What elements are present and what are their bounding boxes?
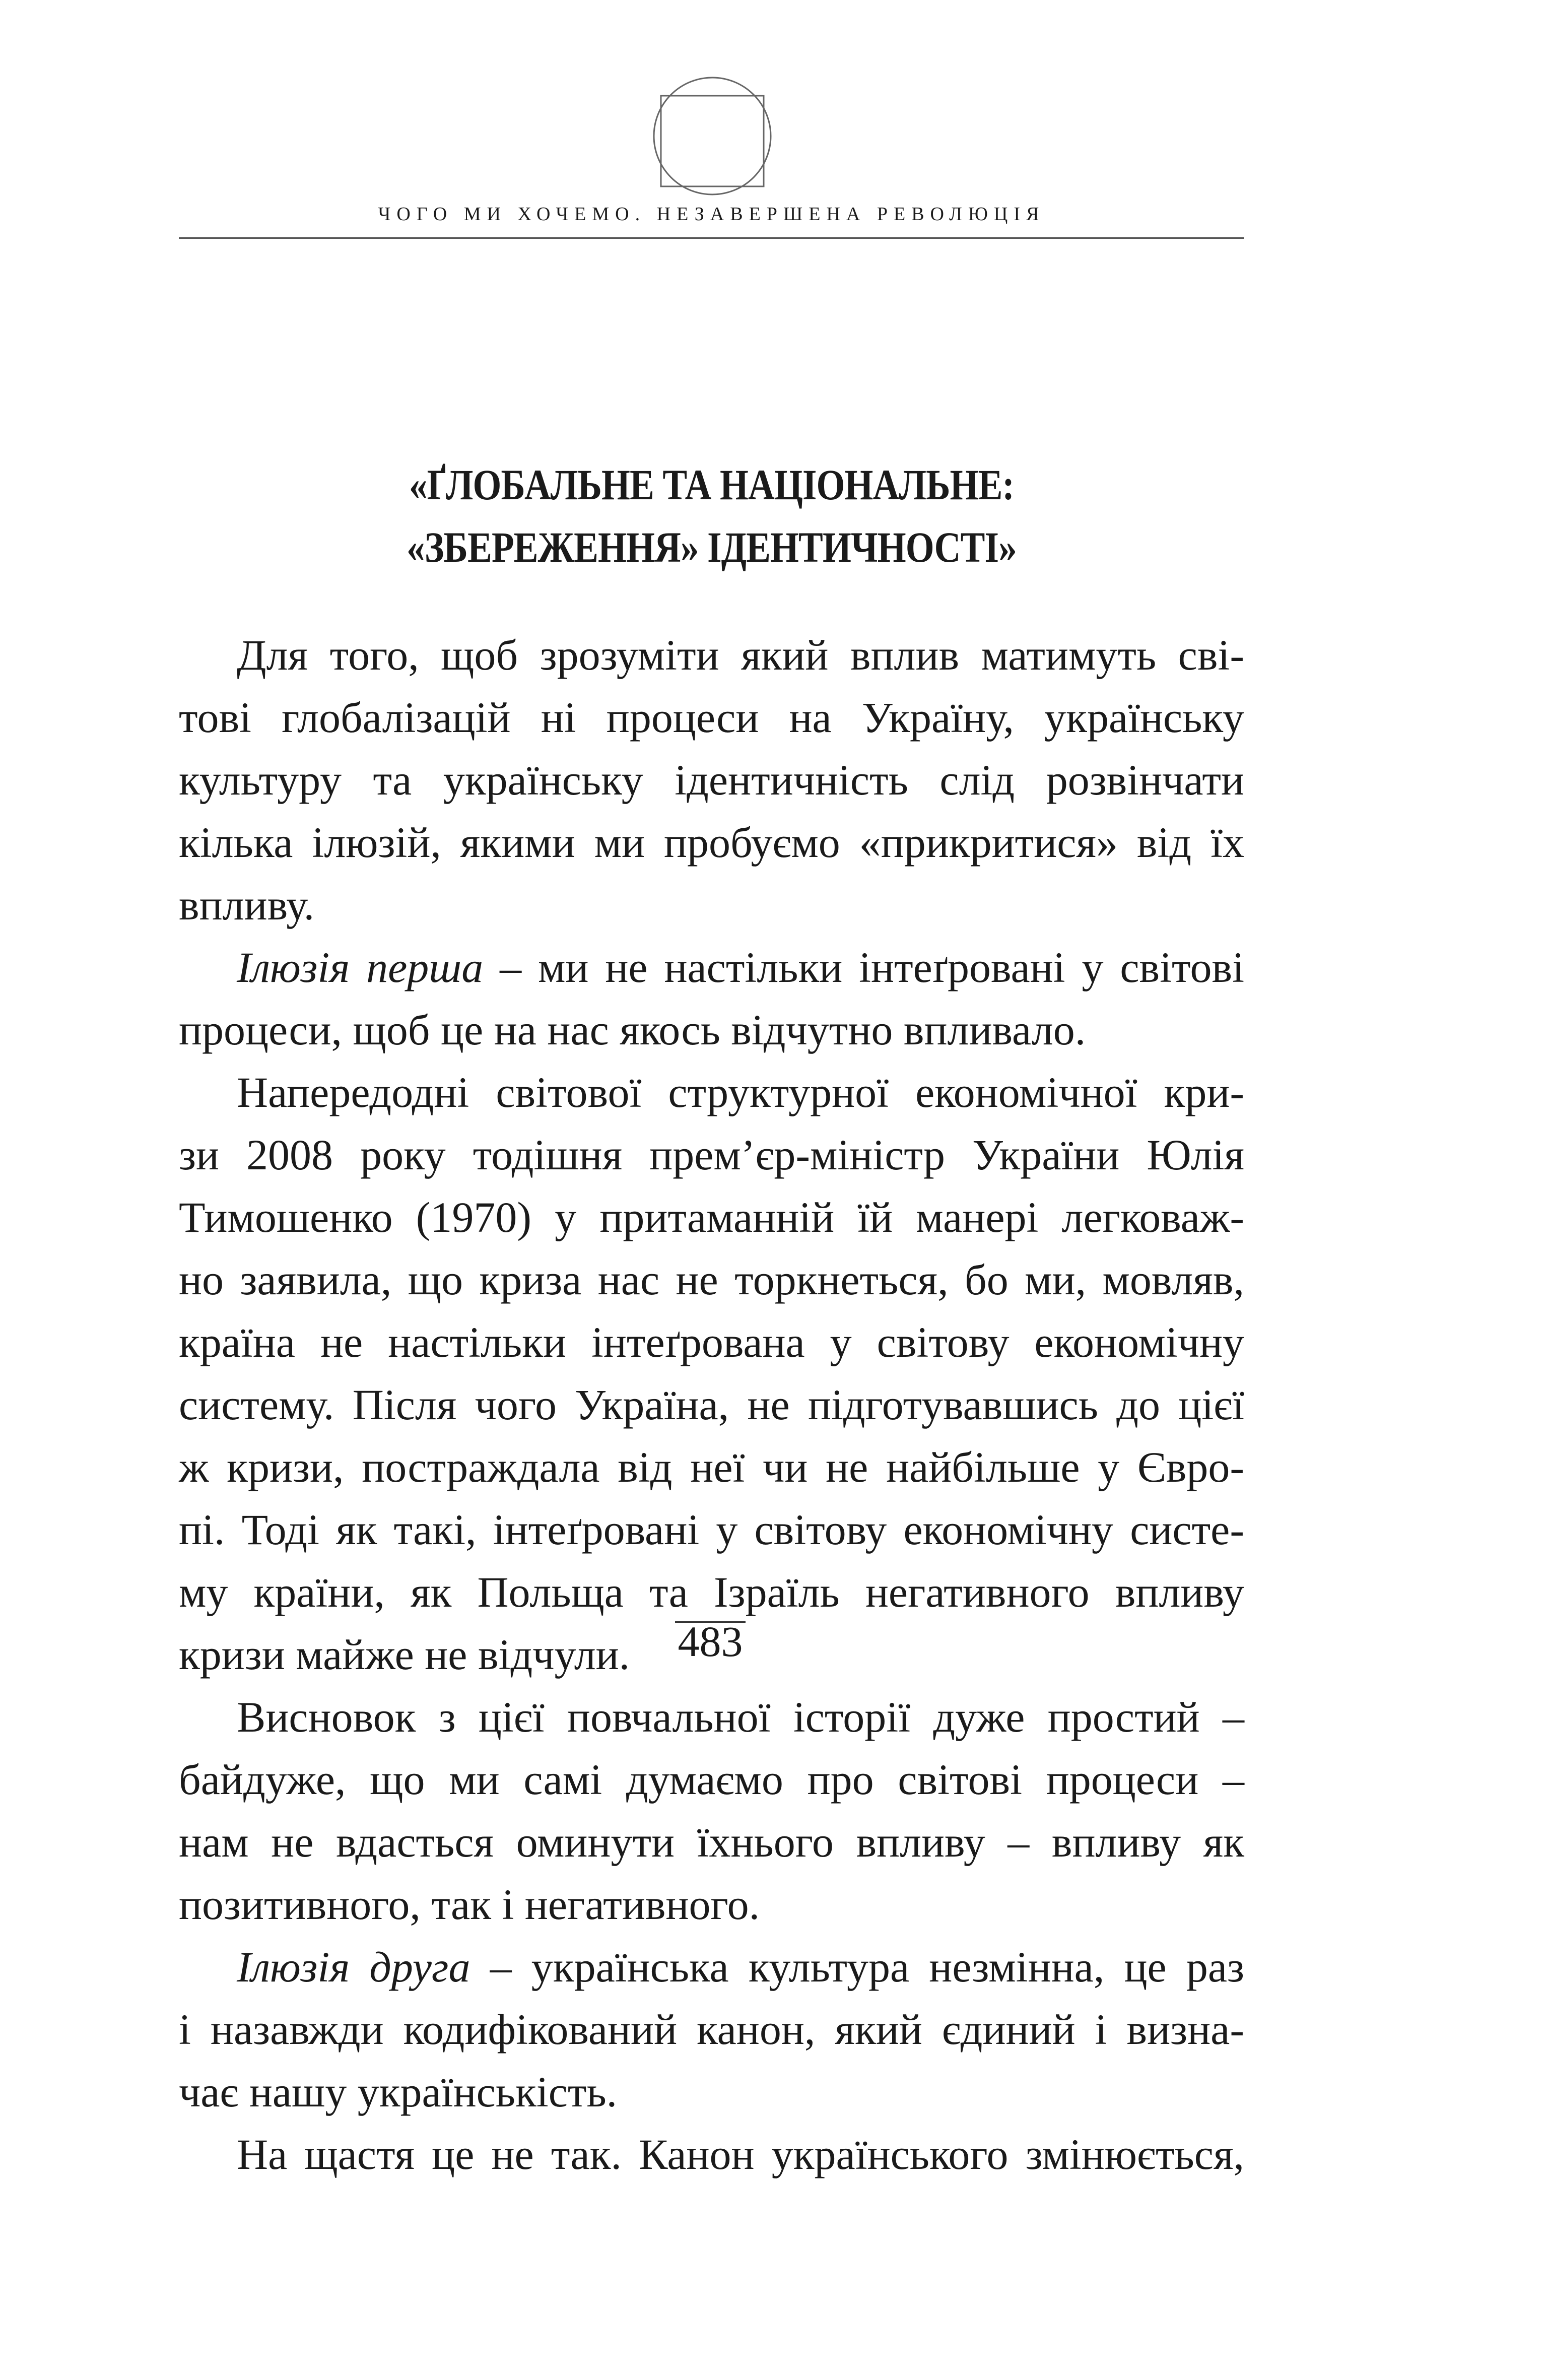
text-line-rest: – ми не настільки інтеґровані у світові bbox=[500, 943, 1245, 991]
chapter-title-line-1: «ҐЛОБАЛЬНЕ ТА НАЦІОНАЛЬНЕ: bbox=[409, 460, 1015, 509]
text-line: культуру та українську ідентичність слід розвінчати bbox=[179, 756, 1244, 804]
text-line: кілька ілюзій, якими ми пробуємо «прикритися» від їх bbox=[179, 818, 1244, 867]
text-line: ж кризи, постраждала від неї чи не найбільше у Євро- bbox=[179, 1443, 1244, 1491]
text-line: процеси, щоб це на нас якось відчутно впливало. bbox=[179, 1006, 1086, 1054]
text-line: пі. Тоді як такі, інтеґровані у світову економічну систе- bbox=[179, 1505, 1244, 1554]
text-line: На щастя це не так. Канон українського змінюється, bbox=[237, 2130, 1244, 2178]
text-line: зи 2008 року тодішня прем’єр-міністр України Юлія bbox=[179, 1131, 1244, 1179]
text-line: країна не настільки інтеґрована у світову економічну bbox=[179, 1318, 1244, 1366]
text-line-rest: – українська культура незмінна, це раз bbox=[490, 1943, 1244, 1991]
text-line: му країни, як Польща та Ізраїль негативного впливу bbox=[179, 1568, 1244, 1616]
illusion-first-label: Ілюзія перша bbox=[237, 943, 484, 991]
text-line: нам не вдасться оминути їхнього впливу – впливу як bbox=[179, 1818, 1244, 1866]
text-line: позитивного, так і негативного. bbox=[179, 1880, 760, 1929]
text-line: впливу. bbox=[179, 881, 315, 929]
text-line bbox=[179, 1936, 1244, 1998]
text-line: Тимошенко (1970) у притаманній їй манері легковаж- bbox=[179, 1193, 1244, 1241]
text-line: Для того, щоб зрозуміти який вплив матимуть сві- bbox=[237, 631, 1244, 679]
text-line: но заявила, що криза нас не торкнеться, бо ми, мовляв, bbox=[179, 1255, 1244, 1304]
chapter-title-line-2: «ЗБЕРЕЖЕННЯ» ІДЕНТИЧНОСТІ» bbox=[407, 523, 1017, 571]
text-line: Напередодні світової структурної економічної кри- bbox=[237, 1068, 1244, 1116]
page-number: 483 bbox=[678, 1617, 743, 1666]
text-line: тові глобалізацій ні процеси на Україну, українську bbox=[179, 693, 1244, 742]
chapter-title bbox=[259, 453, 1165, 578]
running-head: ЧОГО МИ ХОЧЕМО. НЕЗАВЕРШЕНА РЕВОЛЮЦІЯ bbox=[378, 204, 1045, 225]
body-text bbox=[179, 624, 1244, 2186]
illusion-second-label: Ілюзія друга bbox=[237, 1943, 470, 1991]
text-line: кризи майже не відчули. bbox=[179, 1630, 630, 1679]
text-line: байдуже, що ми самі думаємо про світові процеси – bbox=[179, 1755, 1244, 1804]
circle-square-emblem-icon bbox=[652, 76, 773, 196]
text-line: чає нашу українськість. bbox=[179, 2068, 618, 2116]
text-line: систему. Після чого Україна, не підготувавшись до цієї bbox=[179, 1380, 1244, 1429]
text-line: Висновок з цієї повчальної історії дуже простий – bbox=[237, 1693, 1244, 1741]
text-line bbox=[179, 936, 1244, 999]
header-rule bbox=[179, 237, 1244, 239]
text-line: і назавжди кодифікований канон, який єдиний і визна- bbox=[179, 2005, 1244, 2054]
